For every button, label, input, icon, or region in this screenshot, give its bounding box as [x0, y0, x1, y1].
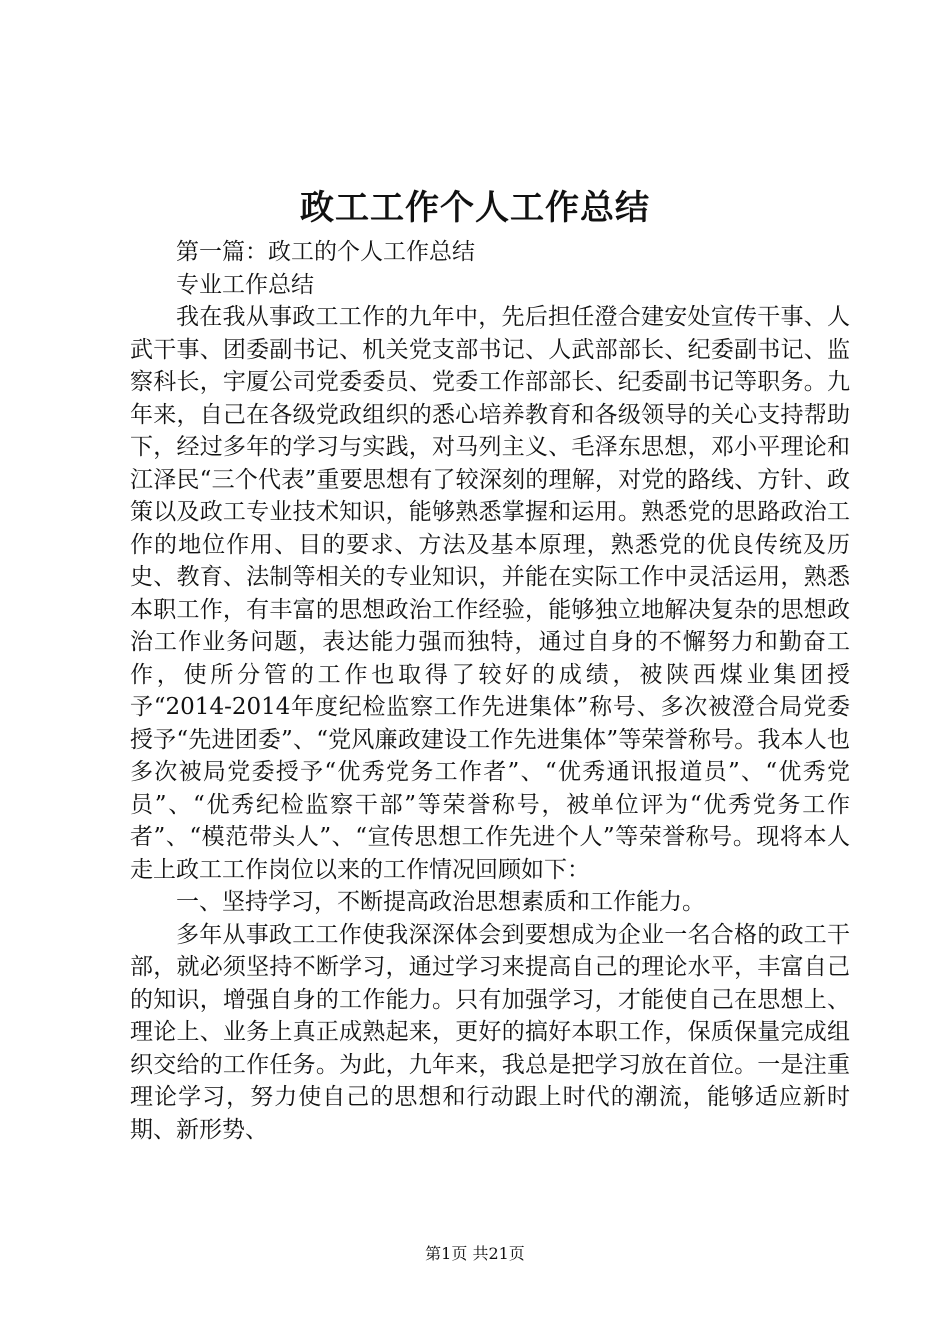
section-heading: 第一篇：政工的个人工作总结	[176, 239, 475, 265]
document-title: 政工工作个人工作总结	[300, 188, 650, 228]
document-body	[130, 236, 850, 1146]
point-heading: 一、坚持学习，不断提高政治思想素质和工作能力。	[176, 889, 705, 915]
subsection-heading: 专业工作总结	[176, 271, 314, 298]
body-paragraph: 我在我从事政工工作的九年中，先后担任澄合建安处宣传干事、人武干事、团委副书记、机关党支部书记、人武部部长、纪委副书记、监察科长，宇厦公司党委委员、党委工作部部长、纪委副书记等职务。九年来，自己在各级党政组织的悉心培养教育和各级领导的关心支持帮助下，经过多年的学习与实践，对马列主义、毛泽东思想，邓小平理论和江泽民“三个代表”重要思想有了较深刻的理解，对党的路线、方针、政策以及政工专业技术知识，能够熟悉掌握和运用。熟悉党的思路政治工作的地位作用、目的要求、方法及基本原理，熟悉党的优良传统及历史、教育、法制等相关的专业知识，并能在实际工作中灵活运用，熟悉本职工作，有丰富的思想政治工作经验，能够独立地解决复杂的思想政治工作业务问题，表达能力强而独特，通过自身的不懈努力和勤奋工作，使所分管的工作也取得了较好的成绩，被陕西煤业集团授予“2014-2014年度纪检监察工作先进集体”称号、多次被澄合局党委授予“先进团委”、“党风廉政建设工作先进集体”等荣誉称号。我本人也多次被局党委授予“优秀党务工作者”、“优秀通讯报道员”、“优秀党员”、“优秀纪检监察干部”等荣誉称号，被单位评为“优秀党务工作者”、“模范带头人”、“宣传思想工作先进个人”等荣誉称号。现将本人走上政工工作岗位以来的工作情况回顾如下：	[130, 304, 850, 883]
page-number-footer: 第1页 共21页	[425, 1244, 525, 1263]
body-paragraph: 多年从事政工工作使我深深体会到要想成为企业一名合格的政工干部，就必须坚持不断学习，通过学习来提高自己的理论水平，丰富自己的知识，增强自身的工作能力。只有加强学习，才能使自己在思想上、理论上、业务上真正成熟起来，更好的搞好本职工作，保质保量完成组织交给的工作任务。为此，九年来，我总是把学习放在首位。一是注重理论学习，努力使自己的思想和行动跟上时代的潮流，能够适应新时期、新形势、	[130, 921, 850, 1143]
